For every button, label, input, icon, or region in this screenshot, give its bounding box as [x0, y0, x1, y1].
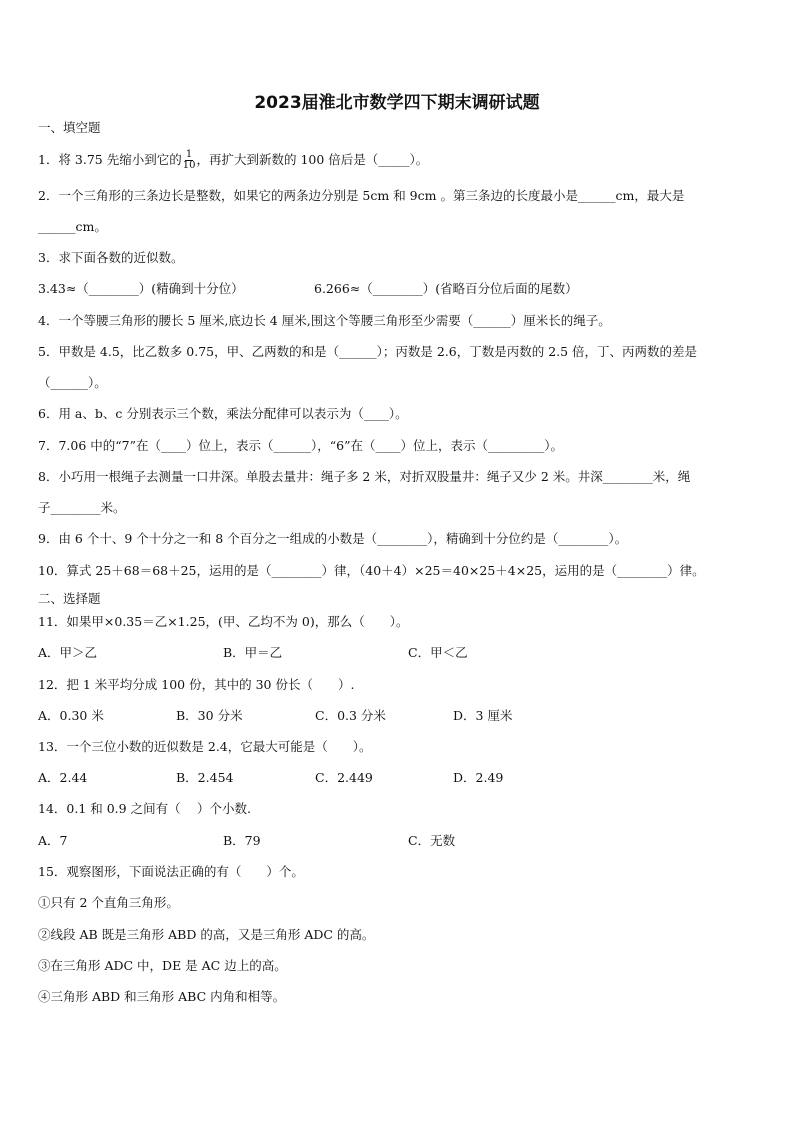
question-15: 15．观察图形，下面说法正确的有（ ）个。 — [38, 864, 304, 879]
page-title: 2023届淮北市数学四下期末调研试题 — [254, 93, 540, 113]
question-3: 3．求下面各数的近似数。 — [38, 250, 184, 265]
question-5: 5．甲数是 4.5，比乙数多 0.75，甲、乙两数的和是（______）；丙数是 2.6，丁数是丙数的 2.5 倍，丁、丙两数的差是 — [38, 344, 698, 359]
option-a: A．0.30 米 — [38, 708, 104, 723]
question-9: 9．由 6 个十、9 个十分之一和 8 个百分之一组成的小数是（________），精确到十分位约是（________）。 — [38, 531, 628, 546]
statement-1: ①只有 2 个直角三角形。 — [38, 895, 179, 910]
option-a: A．2.44 — [38, 770, 88, 785]
option-d: D．2.49 — [453, 770, 504, 785]
question-5-cont: （______）。 — [38, 375, 107, 390]
section-choice: 二、选择题 — [38, 591, 101, 606]
question-4: 4．一个等腰三角形的腰长 5 厘米,底边长 4 厘米,围这个等腰三角形至少需要（______）厘米长的绳子。 — [38, 313, 611, 328]
option-b: B．甲＝乙 — [223, 645, 283, 660]
question-11: 11．如果甲×0.35＝乙×1.25，(甲、乙均不为 0)，那么（ ）。 — [38, 614, 409, 629]
question-2: 2．一个三角形的三条边长是整数，如果它的两条边分别是 5cm 和 9cm 。第三条边的长度最小是______cm，最大是 — [38, 188, 685, 203]
option-d: D．3 厘米 — [453, 708, 513, 723]
question-1: 1．将 3.75 先缩小到它的 $\frac{1}{10}$ ，再扩大到新数的 100 倍后是（_____）。 — [38, 149, 429, 171]
section-fill-blank: 一、填空题 — [38, 120, 101, 135]
option-b: B．2.454 — [176, 770, 234, 785]
option-a: A．甲＞乙 — [38, 645, 98, 660]
option-b: B．79 — [223, 833, 261, 848]
option-a: A．7 — [38, 833, 68, 848]
statement-3: ③在三角形 ADC 中，DE 是 AC 边上的高。 — [38, 958, 287, 973]
statement-4: ④三角形 ABD 和三角形 ABC 内角和相等。 — [38, 989, 286, 1004]
question-14: 14．0.1 和 0.9 之间有（ ）个小数. — [38, 801, 252, 816]
exam-page: 2023届淮北市数学四下期末调研试题 一、填空题 1．将 3.75 先缩小到它的 $\frac{1}{10}$ ，再扩大到新数的 100 倍后是（_____）。 2．一个三角形的三条边长是整数，如果它的两条边分别是 5cm 和 9cm 。第三条边的长度最小是______cm，最大是 ______cm。 3．求下面各数的近似数。 3.43≈（________）(精确到十分位） 6.266≈（________）(省略百分位后面的尾数） 4．一个等腰三角形的腰长 5 厘米,底边长 4 厘米,围这个等腰三角形至少需要（______）厘米长的绳子。 5．甲数是 4.5，比乙数多 0.75，甲、乙两数的和是（______）；丙数是 2.6，丁数是丙数的 2.5 倍，丁、丙两数的差是 （______）。 6．用 a、b、c 分别表示三个数，乘法分配律可以表示为（____）。 7．7.06 中的“7”在（____）位上，表示（______），“6”在（____）位上，表示（_________）。 8．小巧用一根绳子去测量一口井深。单股去量井：绳子多 2 米，对折双股量井：绳子又少 2 米。井深________米，绳 子________米。 9．由 6 个十、9 个十分之一和 8 个百分之一组成的小数是（________），精确到十分位约是（________）。 10．算式 25＋68＝68＋25，运用的是（________）律，（40＋4）×25＝40×25＋4×25，运用的是（________）律。 二、选择题 11．如果甲×0.35＝乙×1.25，(甲、乙均不为 0)，那么（ ）。 A．甲＞乙 B．甲＝乙 C．甲＜乙 12．把 1 米平均分成 100 份，其中的 30 份长（ ）. A．0.30 米 B．30 分米 C．0.3 分米 D．3 厘米 13．一个三位小数的近似数是 2.4，它最大可能是（ ）。 A．2.44 B．2.454 C．2.449 D．2.49 14．0.1 和 0.9 之间有（ ）个小数. A．7 B．79 C．无数 15．观察图形，下面说法正确的有（ ）个。 ①只有 2 个直角三角形。 ②线段 AB 既是三角形 ABD 的高，又是三角形 ADC 的高。 ③在三角形 ADC 中，DE 是 AC 边上的高。 ④三角形 ABD 和三角形 ABC 内角和相等。 — [0, 0, 794, 1123]
question-7: 7．7.06 中的“7”在（____）位上，表示（______），“6”在（____）位上，表示（_________）。 — [38, 438, 563, 453]
statement-2: ②线段 AB 既是三角形 ABD 的高，又是三角形 ADC 的高。 — [38, 927, 375, 942]
fraction: $\frac{1}{10}$ — [182, 149, 196, 171]
option-b: B．30 分米 — [176, 708, 243, 723]
option-c: C．2.449 — [315, 770, 373, 785]
question-8: 8．小巧用一根绳子去测量一口井深。单股去量井：绳子多 2 米，对折双股量井：绳子又少 2 米。井深________米，绳 — [38, 469, 691, 484]
question-13: 13．一个三位小数的近似数是 2.4，它最大可能是（ ）。 — [38, 739, 372, 754]
question-10: 10．算式 25＋68＝68＋25，运用的是（________）律，（40＋4）×25＝40×25＋4×25，运用的是（________）律。 — [38, 563, 705, 578]
option-c: C．0.3 分米 — [315, 708, 386, 723]
question-6: 6．用 a、b、c 分别表示三个数，乘法分配律可以表示为（____）。 — [38, 406, 408, 421]
question-8-cont: 子________米。 — [38, 500, 126, 515]
option-c: C．无数 — [408, 833, 456, 848]
question-12: 12．把 1 米平均分成 100 份，其中的 30 份长（ ）. — [38, 677, 355, 692]
question-2-cont: ______cm。 — [38, 219, 107, 234]
option-c: C．甲＜乙 — [408, 645, 468, 660]
